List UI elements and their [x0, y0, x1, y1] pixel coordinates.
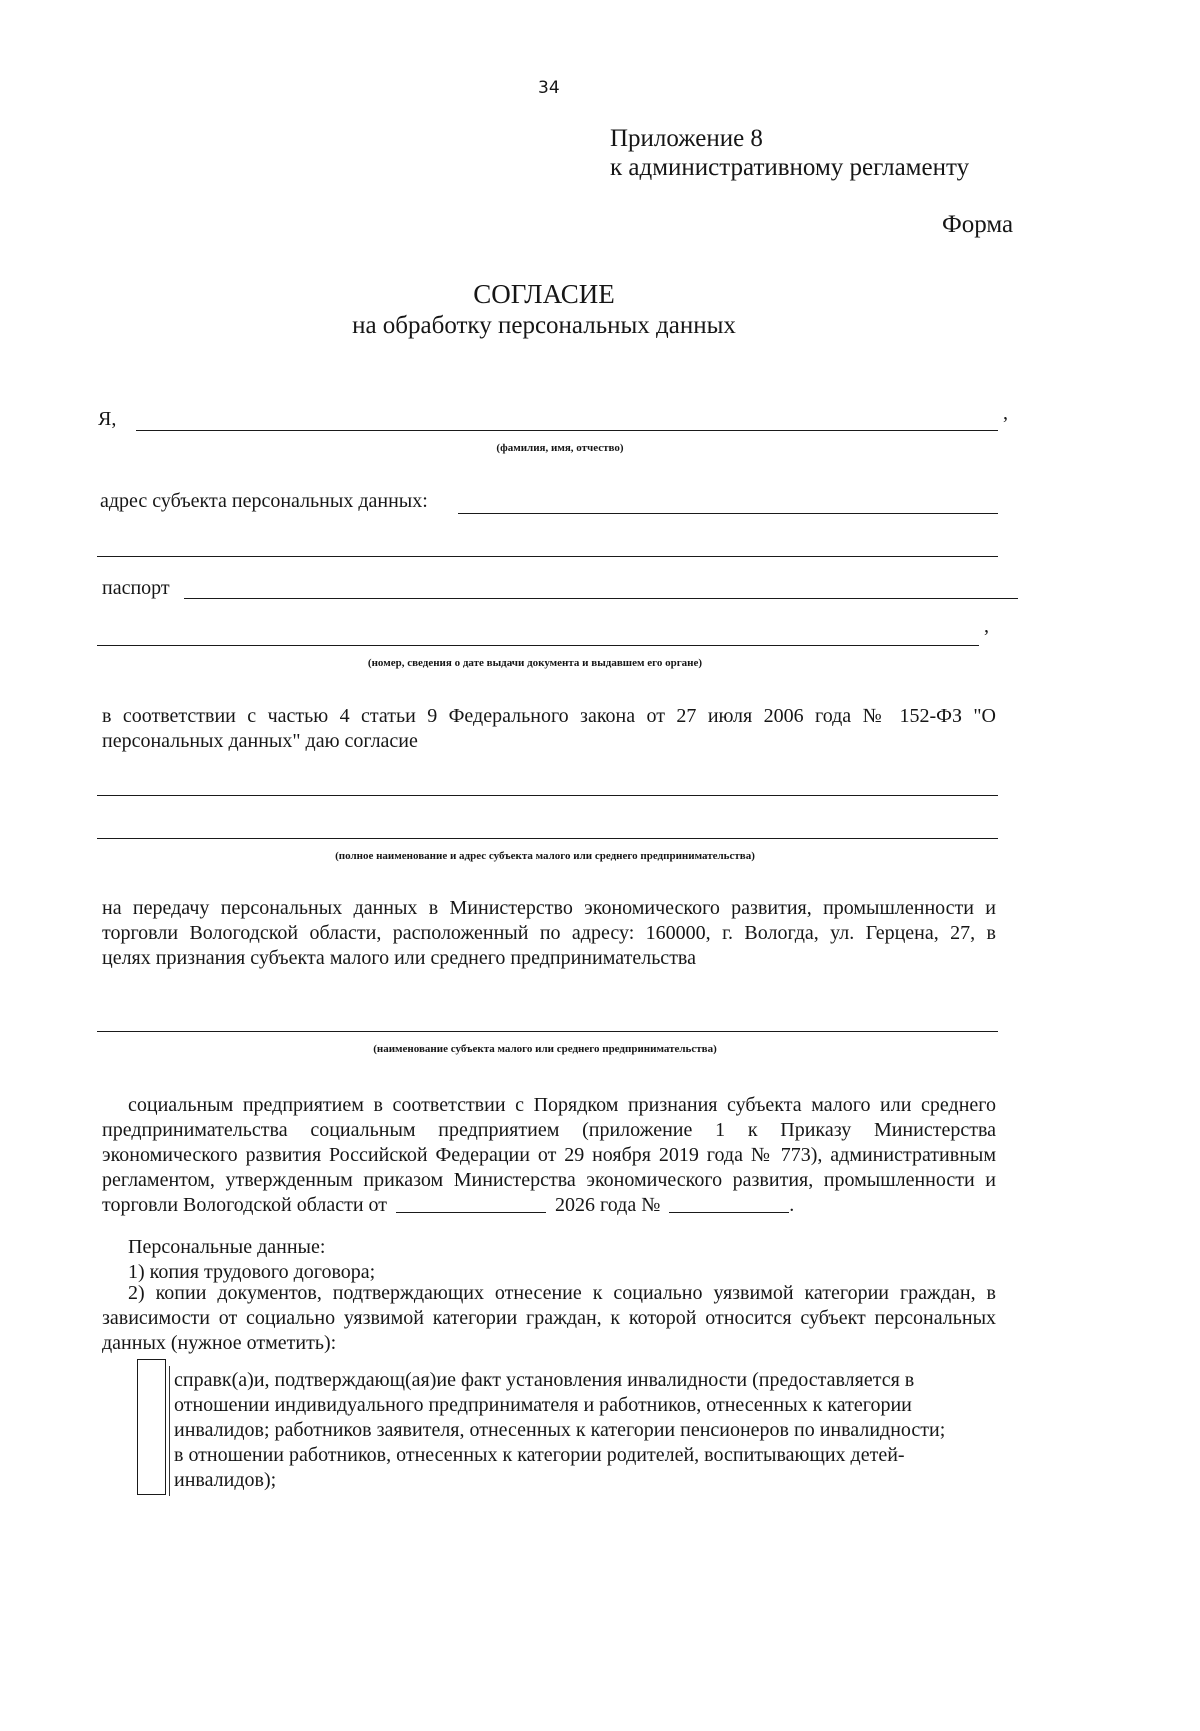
passport-field-line-1[interactable] [184, 598, 1018, 599]
consent-paragraph [102, 704, 996, 754]
address-label: адрес субъекта персональных данных: [100, 490, 428, 512]
disability-option-text [174, 1368, 945, 1493]
address-field-line-2[interactable] [97, 556, 998, 557]
appendix-number: Приложение 8 [610, 125, 763, 152]
entity-caption: (полное наименование и адрес субъекта малого или среднего предпринимательства) [335, 850, 755, 862]
option-line-3: инвалидов; работников заявителя, отнесенных к категории пенсионеров по инвалидности; [174, 1419, 946, 1441]
option-line-5: инвалидов); [174, 1469, 277, 1491]
form-label: Форма [942, 211, 1014, 238]
document-subtitle: на обработку персональных данных [352, 312, 736, 339]
entity-name-field-line[interactable] [97, 1031, 998, 1032]
social-paragraph [102, 1093, 996, 1218]
entity-name-caption: (наименование субъекта малого или среднего предпринимательства) [373, 1043, 717, 1055]
order-date-blank[interactable] [396, 1212, 546, 1213]
social-line-1: социальным предприятием в соответствии с Порядком признания субъекта малого или среднего [128, 1094, 996, 1116]
social-line-4: регламентом, утвержденным приказом Министерства экономического развития, промышленности и [102, 1169, 996, 1191]
checkbox-separator-line [169, 1366, 170, 1496]
social-line-5-prefix: торговли Вологодской области от [102, 1194, 388, 1216]
transfer-line-3: целях признания субъекта малого или среднего предпринимательства [102, 947, 696, 969]
item-2-line-3: данных (нужное отметить): [102, 1332, 337, 1354]
consent-line-2: персональных данных" даю согласие [102, 730, 418, 752]
passport-field-line-2[interactable] [97, 645, 979, 646]
social-line-2: предпринимательства социальным предприятием (приложение 1 к Приказу Министерства [102, 1119, 996, 1141]
fio-caption: (фамилия, имя, отчество) [496, 442, 624, 454]
entity-field-line-1[interactable] [97, 795, 998, 796]
order-number-blank[interactable] [669, 1212, 789, 1213]
document-title: СОГЛАСИЕ [473, 279, 615, 309]
fio-comma: , [1003, 402, 1008, 424]
social-line-5-end: . [789, 1194, 795, 1216]
option-line-1: справк(а)и, подтверждающ(ая)ие факт установления инвалидности (предоставляется в [174, 1369, 915, 1391]
social-line-5 [102, 1193, 996, 1218]
passport-caption: (номер, сведения о дате выдачи документа и выдавшем его органе) [367, 657, 703, 669]
transfer-line-1: на передачу персональных данных в Министерство экономического развития, промышленности и [102, 897, 996, 919]
address-field-line-1[interactable] [458, 513, 998, 514]
item-2-line-1: 2) копии документов, подтверждающих отнесение к социально уязвимой категории граждан, в [128, 1282, 996, 1304]
entity-field-line-2[interactable] [97, 838, 998, 839]
item-2-line-2: зависимости от социально уязвимой категории граждан, к которой относится субъект персональных [102, 1307, 996, 1329]
personal-data-item-2 [102, 1281, 996, 1356]
option-line-4: в отношении работников, отнесенных к категории родителей, воспитывающих детей- [174, 1444, 905, 1466]
consent-line-1: в соответствии с частью 4 статьи 9 Федерального закона от 27 июля 2006 года № 152-ФЗ "О [102, 705, 996, 727]
appendix-reference: к административному регламенту [610, 154, 970, 181]
transfer-line-2: торговли Вологодской области, расположенный по адресу: 160000, г. Вологда, ул. Герцена, 27, в [102, 922, 996, 944]
page-number: 34 [538, 78, 560, 98]
fio-field-line[interactable] [136, 430, 998, 431]
passport-label: паспорт [102, 577, 170, 599]
social-line-5-year: 2026 года № [555, 1194, 661, 1216]
disability-checkbox[interactable] [137, 1359, 166, 1495]
personal-data-heading: Персональные данные: [128, 1236, 326, 1258]
i-label: Я, [98, 408, 117, 430]
transfer-paragraph [102, 896, 996, 971]
personal-data-item-1: 1) копия трудового договора; [128, 1261, 376, 1283]
option-line-2: отношении индивидуального предпринимателя и работников, отнесенных к категории [174, 1394, 912, 1416]
social-line-3: экономического развития Российской Федерации от 29 ноября 2019 года № 773), административным [102, 1144, 996, 1166]
passport-comma: , [984, 615, 989, 637]
